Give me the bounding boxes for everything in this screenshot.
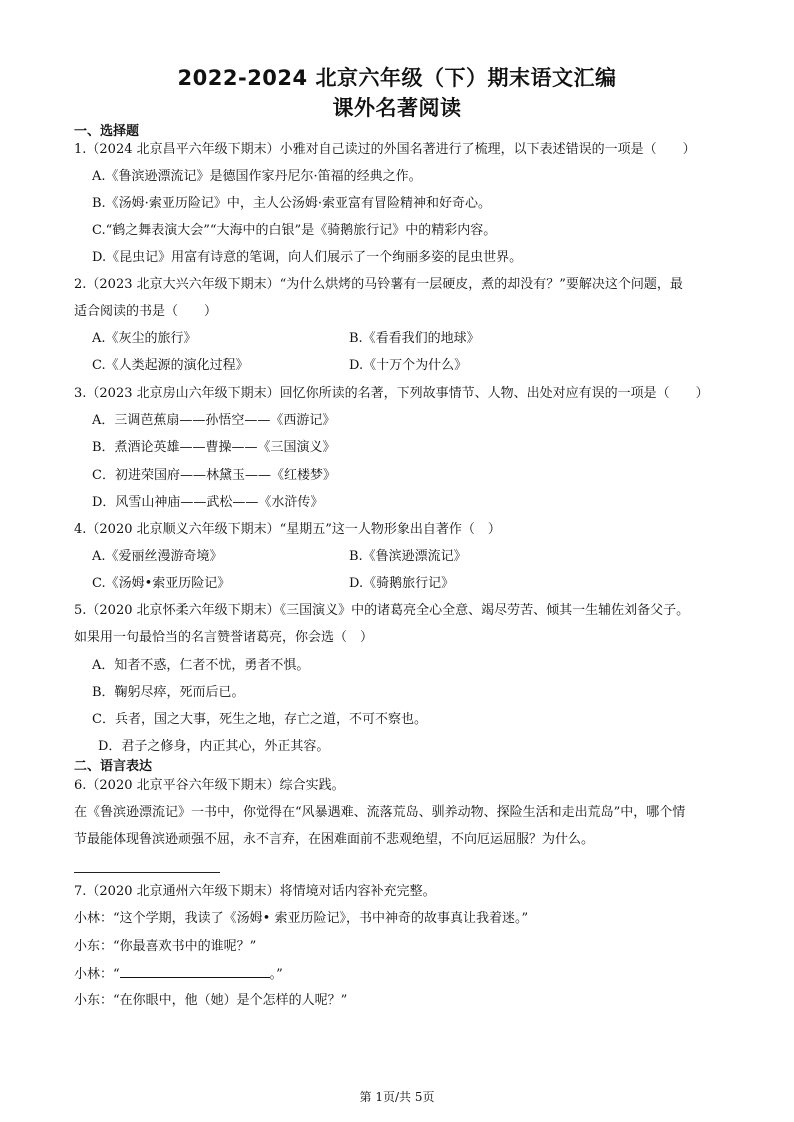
page-footer: 第 1页/共 5页 xyxy=(359,1090,435,1104)
question-4-option-c: C.《汤姆•索亚历险记》 xyxy=(92,576,231,591)
question-2-option-c: C.《人类起源的演化过程》 xyxy=(92,358,249,373)
answer-rule xyxy=(74,872,220,873)
question-3-option-a: A．三调芭蕉扇——孙悟空——《西游记》 xyxy=(92,413,336,428)
dialogue-line-1: 小林：“这个学期，我读了《汤姆• 索亚历险记》，书中神奇的故事真让我着迷。” xyxy=(74,911,529,926)
question-6-body-line2: 节最能体现鲁滨逊顽强不屈，永不言弃，在困难面前不悲观绝望，不向厄运屈服？为什么。 xyxy=(74,832,595,847)
question-3-option-b: B．煮酒论英雄——曹操——《三国演义》 xyxy=(92,440,336,455)
question-2-stem-line2: 适合阅读的书是（ ） xyxy=(74,304,218,319)
question-2-option-a: A.《灰尘的旅行》 xyxy=(92,331,197,346)
question-6-body-line1: 在《鲁滨逊漂流记》一书中，你觉得在“风暴遇难、流落荒岛、驯养动物、探险生活和走出荒岛”中，哪个情 xyxy=(74,805,686,820)
question-2-option-b: B.《看看我们的地球》 xyxy=(349,331,480,346)
dialogue-line-3-suffix: 。” xyxy=(269,967,283,982)
fill-in-blank[interactable] xyxy=(120,965,270,978)
question-7-stem: 7.（2020 北京通州六年级下期末）将情境对话内容补充完整。 xyxy=(74,884,436,899)
question-4-option-b: B.《鲁滨逊漂流记》 xyxy=(349,549,467,564)
dialogue-line-4: 小东：“在你眼中，他（她）是个怎样的人呢？” xyxy=(74,993,348,1008)
question-1-stem: 1.（2024 北京昌平六年级下期末）小雅对自己读过的外国名著进行了梳理，以下表述错误的一项是（ ） xyxy=(74,142,696,157)
question-3-option-c: C．初进荣国府——林黛玉——《红楼梦》 xyxy=(92,468,336,483)
question-5-option-c: C．兵者，国之大事，死生之地，存亡之道，不可不察也。 xyxy=(92,712,427,727)
section-heading-expression: 二、语言表达 xyxy=(74,759,153,774)
question-4-stem: 4.（2020 北京顺义六年级下期末）“星期五”这一人物形象出自著作（ ） xyxy=(74,522,501,537)
question-1-option-b: B.《汤姆·索亚历险记》中，主人公汤姆·索亚富有冒险精神和好奇心。 xyxy=(92,196,491,211)
dialogue-line-3 xyxy=(74,965,283,984)
question-1-option-a: A.《鲁滨逊漂流记》是德国作家丹尼尔·笛福的经典之作。 xyxy=(92,169,422,184)
dialogue-line-3-prefix: 小林：“ xyxy=(74,967,120,982)
question-4-option-a: A.《爱丽丝漫游奇境》 xyxy=(92,549,223,564)
question-2-option-d: D.《十万个为什么》 xyxy=(349,358,468,373)
document-subtitle: 课外名著阅读 xyxy=(332,96,462,120)
question-3-option-d: D．风雪山神庙——武松——《水浒传》 xyxy=(92,495,324,510)
question-1-option-c: C.“鹤之舞表演大会”“大海中的白银”是《骑鹅旅行记》中的精彩内容。 xyxy=(92,223,497,238)
question-5-stem-line2: 如果用一句最恰当的名言赞誉诸葛亮，你会选（ ） xyxy=(74,630,374,645)
question-5-stem-line1: 5.（2020 北京怀柔六年级下期末）《三国演义》中的诸葛亮全心全意、竭尽劳苦、倾其一生辅佐刘备父子。 xyxy=(74,603,690,618)
question-5-option-b: B．鞠躬尽瘁，死而后已。 xyxy=(92,685,245,700)
document-title: 2022-2024 北京六年级（下）期末语文汇编 xyxy=(177,66,617,90)
question-6-stem: 6.（2020 北京平谷六年级下期末）综合实践。 xyxy=(74,778,345,793)
question-5-option-d: D．君子之修身，内正其心，外正其容。 xyxy=(98,739,330,754)
question-4-option-d: D.《骑鹅旅行记》 xyxy=(349,576,455,591)
question-3-stem: 3.（2023 北京房山六年级下期末）回忆你所读的名著，下列故事情节、人物、出处对应有误的一项是（ ） xyxy=(74,386,709,401)
question-5-option-a: A．知者不惑，仁者不忧，勇者不惧。 xyxy=(92,658,310,673)
dialogue-line-2: 小东：“你最喜欢书中的谁呢？” xyxy=(74,939,257,954)
section-heading-choice: 一、选择题 xyxy=(74,124,140,139)
question-2-stem-line1: 2.（2023 北京大兴六年级下期末）“为什么烘烤的马铃薯有一层硬皮，煮的却没有？”要解决这个问题，最 xyxy=(74,277,683,292)
question-1-option-d: D.《昆虫记》用富有诗意的笔调，向人们展示了一个绚丽多姿的昆虫世界。 xyxy=(92,250,523,265)
